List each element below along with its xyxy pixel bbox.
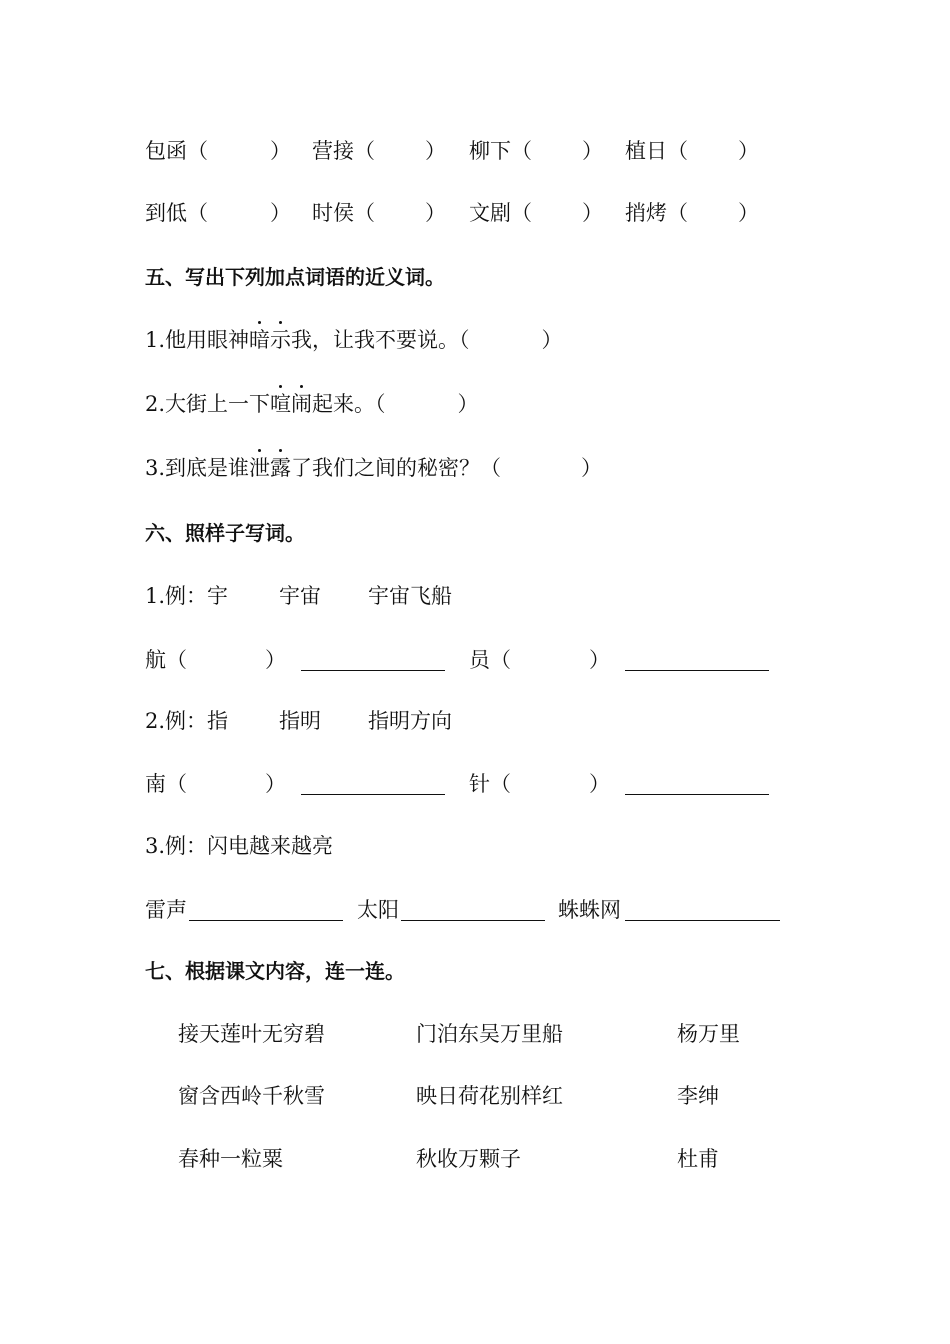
section-5-title: 五、写出下列加点词语的近义词。 [145, 265, 445, 289]
answer-line[interactable] [301, 648, 445, 671]
example-phrase: 指明方向 [368, 709, 452, 733]
example-label: 1.例：宇 [145, 584, 229, 608]
answer-line[interactable] [401, 898, 545, 921]
exercise-item: 航（ ） [145, 648, 286, 672]
answer-line[interactable] [625, 898, 780, 921]
exercise-item: 针（ ） [469, 772, 610, 796]
synonym-question-2: 2.大街上一下喧闹起来。（ ） [145, 389, 479, 419]
poet-name[interactable]: 杨万里 [677, 1022, 740, 1046]
word-item: 捎烤（ ） [625, 201, 759, 225]
example-3: 3.例：闪电越来越亮 [145, 834, 334, 858]
example-phrase: 宇宙飞船 [368, 584, 452, 608]
poem-line[interactable]: 映日荷花别样红 [416, 1084, 563, 1108]
answer-line[interactable] [625, 648, 769, 671]
example-word: 宇宙 [279, 584, 321, 608]
dotted-char: 暗 [249, 325, 270, 355]
poem-line[interactable]: 春种一粒粟 [178, 1147, 283, 1171]
exercise-prompt: 太阳 [357, 898, 399, 922]
exercise-prompt: 蛛蛛网 [558, 898, 621, 922]
poet-name[interactable]: 杜甫 [677, 1147, 719, 1171]
poem-line[interactable]: 秋收万颗子 [416, 1147, 521, 1171]
word-item: 文剧（ ） [469, 201, 603, 225]
dotted-char: 露 [270, 453, 291, 483]
word-item: 到低（ ） [145, 201, 291, 225]
word-item: 时侯（ ） [312, 201, 446, 225]
section-6-title: 六、照样子写词。 [145, 521, 305, 545]
poet-name[interactable]: 李绅 [677, 1084, 719, 1108]
example-word: 指明 [279, 709, 321, 733]
word-item: 包函（ ） [145, 139, 291, 163]
dotted-char: 示 [270, 325, 291, 355]
exercise-item: 员（ ） [469, 648, 610, 672]
answer-line[interactable] [189, 898, 343, 921]
example-label: 2.例：指 [145, 709, 229, 733]
poem-line[interactable]: 窗含西岭千秋雪 [178, 1084, 325, 1108]
exercise-prompt: 雷声 [145, 898, 187, 922]
answer-line[interactable] [301, 772, 445, 795]
answer-line[interactable] [625, 772, 769, 795]
poem-line[interactable]: 接天莲叶无穷碧 [178, 1022, 325, 1046]
dotted-char: 喧 [270, 389, 291, 419]
synonym-question-1: 1.他用眼神暗示我，让我不要说。（ ） [145, 325, 563, 355]
poem-line[interactable]: 门泊东吴万里船 [416, 1022, 563, 1046]
synonym-question-3: 3.到底是谁泄露了我们之间的秘密？（ ） [145, 453, 602, 483]
section-7-title: 七、根据课文内容，连一连。 [145, 959, 405, 983]
exercise-item: 南（ ） [145, 772, 286, 796]
word-item: 柳下（ ） [469, 139, 603, 163]
dotted-char: 泄 [249, 453, 270, 483]
dotted-char: 闹 [291, 389, 312, 419]
word-item: 营接（ ） [312, 139, 446, 163]
word-item: 植日（ ） [625, 139, 759, 163]
